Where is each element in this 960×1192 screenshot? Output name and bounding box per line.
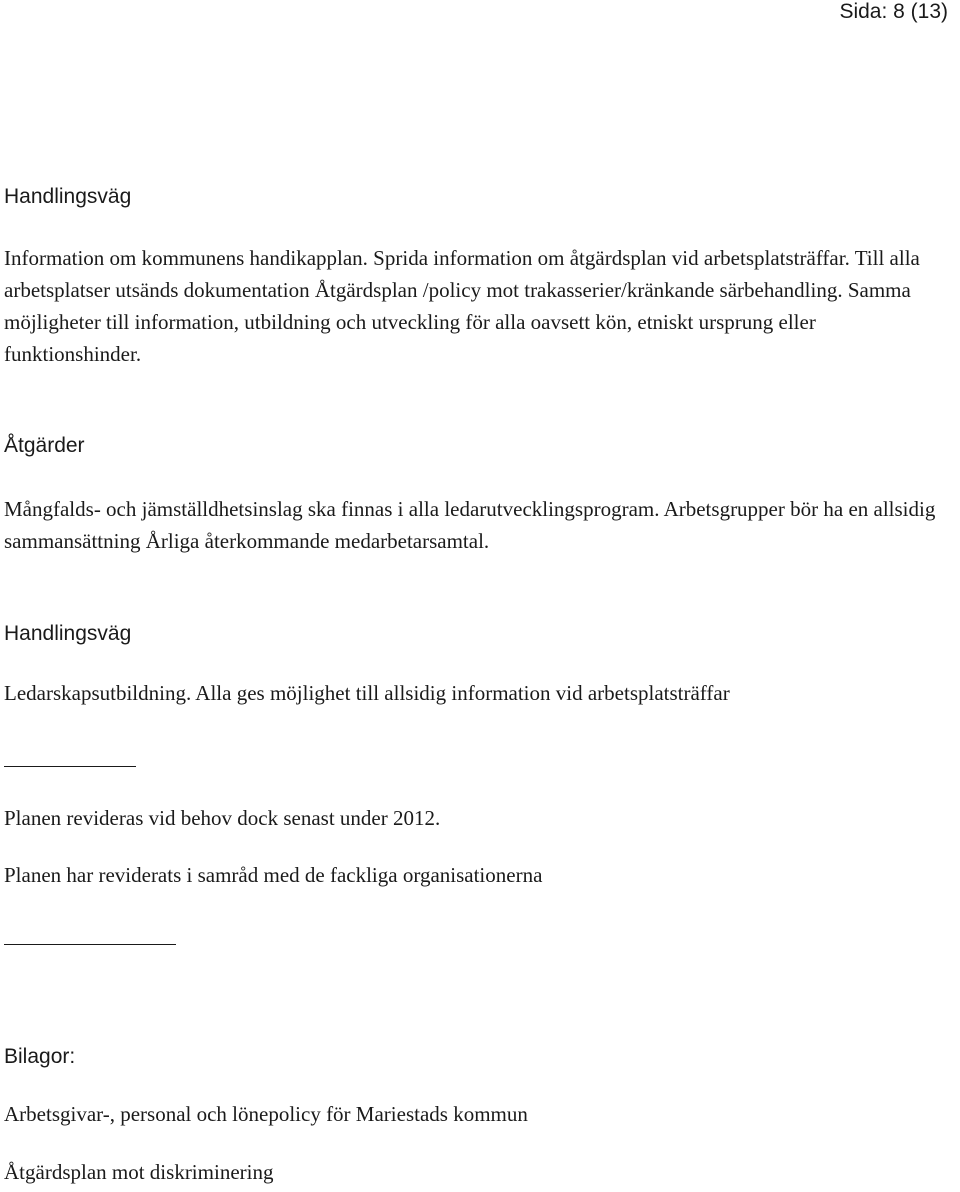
section-heading-atgarder: Åtgärder bbox=[4, 434, 85, 457]
section-body-handlingsvag-1: Information om kommunens handikapplan. Sprida information om åtgärdsplan vid arbetsplatsträffar. Till alla arbetsplatser utsänds dokumentation Åtgärdsplan /policy mot trakasserier/kränkande särbehandling. Samma möjligheter till information, utbildning och utveckling för alla oavsett kön, etniskt ursprung eller funktionshinder. bbox=[4, 246, 920, 366]
separator-rule-2 bbox=[4, 944, 176, 945]
section-heading-handlingsvag-1: Handlingsväg bbox=[4, 185, 132, 208]
section-heading-handlingsvag-2: Handlingsväg bbox=[4, 622, 132, 645]
page-number: Sida: 8 (13) bbox=[839, 0, 948, 23]
section-body-atgarder: Mångfalds- och jämställdhetsinslag ska finnas i alla ledarutvecklingsprogram. Arbetsgrupper bör ha en allsidig sammansättning Årliga återkommande medarbetarsamtal. bbox=[4, 497, 936, 553]
section-body-handlingsvag-2: Ledarskapsutbildning. Alla ges möjlighet till allsidig information vid arbetsplatsträffar bbox=[4, 681, 730, 705]
attachment-item: Arbetsgivar-, personal och lönepolicy för Mariestads kommun bbox=[4, 1102, 528, 1126]
attachments-heading: Bilagor: bbox=[4, 1045, 76, 1068]
revision-note: Planen revideras vid behov dock senast under 2012. bbox=[4, 806, 441, 830]
separator-rule-1 bbox=[4, 766, 136, 767]
attachment-item: Åtgärdsplan mot diskriminering bbox=[4, 1160, 274, 1184]
consultation-note: Planen har reviderats i samråd med de fackliga organisationerna bbox=[4, 863, 543, 887]
